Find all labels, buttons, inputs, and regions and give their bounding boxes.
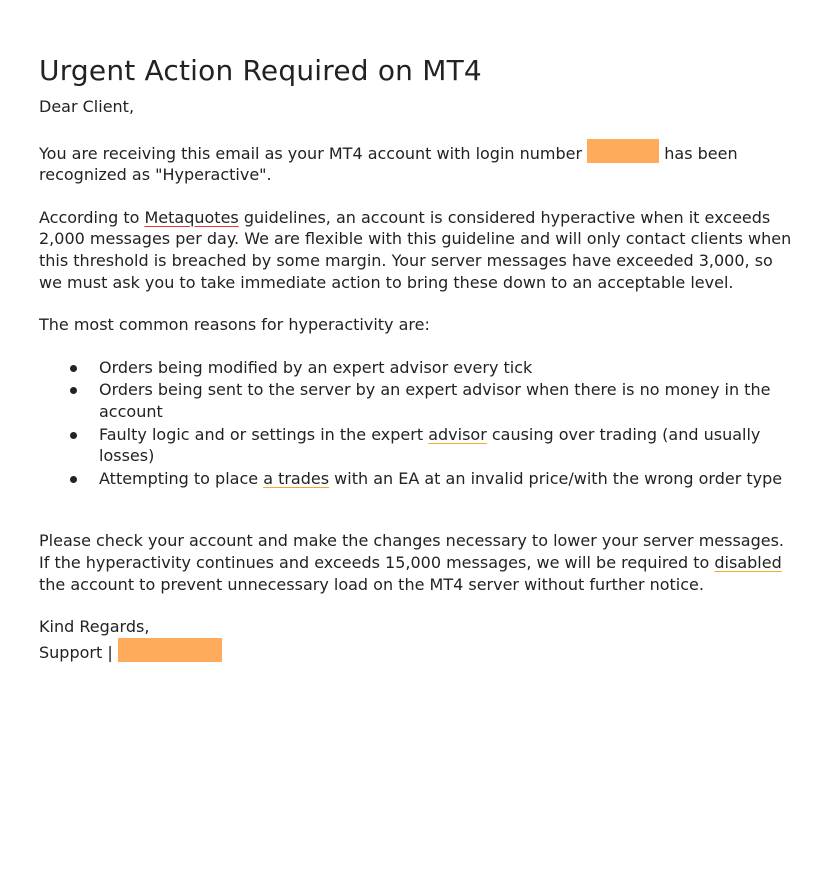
guidelines-paragraph — [39, 207, 799, 293]
greeting: Dear Client, — [39, 97, 135, 116]
signoff: Kind Regards, — [39, 617, 150, 637]
list-item: Orders being sent to the server by an expert advisor when there is no money in the account — [99, 379, 799, 422]
guidelines-text-after: guidelines, an account is considered hyperactive when it exceeds 2,000 messages per day. We are flexible with this guideline and will only contact clients when this threshold is breached by some margin. Your server messages have exceeded 3,000, so we must ask you to take immediate action to bring these down to an acceptable level. — [39, 207, 792, 292]
grammar-flag-disabled[interactable]: disabled — [714, 552, 782, 572]
grammar-flag-advisor[interactable]: advisor — [428, 424, 487, 444]
list-item: Faulty logic and or settings in the expert advisor causing over trading (and usually losses) — [99, 424, 799, 467]
email-title: Urgent Action Required on MT4 — [39, 54, 482, 87]
bullet-icon — [70, 432, 77, 439]
action-paragraph: Please check your account and make the changes necessary to lower your server messages. If the hyperactivity continues and exceeds 15,000 messages, we will be required to disabled the account to prevent unnecessary load on the MT4 server without further notice. — [39, 531, 785, 594]
intro-text-before: You are receiving this email as your MT4 account with login number — [39, 143, 588, 163]
redacted-login-number — [587, 139, 659, 163]
signature — [39, 638, 799, 664]
intro-paragraph — [39, 139, 799, 186]
intro-text-after: has been recognized as "Hyperactive". — [39, 143, 738, 185]
email-body — [39, 52, 799, 663]
guidelines-text-before: According to — [39, 207, 145, 227]
bullet-icon — [70, 476, 77, 483]
signature-prefix: Support | — [39, 642, 118, 662]
list-item: Attempting to place a trades with an EA at an invalid price/with the wrong order type — [99, 468, 799, 490]
spelling-flag-metaquotes[interactable]: Metaquotes — [144, 207, 239, 227]
bullet-icon — [70, 387, 77, 394]
bullet-icon — [70, 365, 77, 372]
reasons-heading: The most common reasons for hyperactivity are: — [39, 315, 430, 335]
redacted-company-name — [118, 638, 222, 662]
reasons-list — [39, 357, 799, 490]
list-item: Orders being modified by an expert advisor every tick — [99, 357, 799, 379]
grammar-flag-a-trades[interactable]: a trades — [263, 468, 330, 488]
